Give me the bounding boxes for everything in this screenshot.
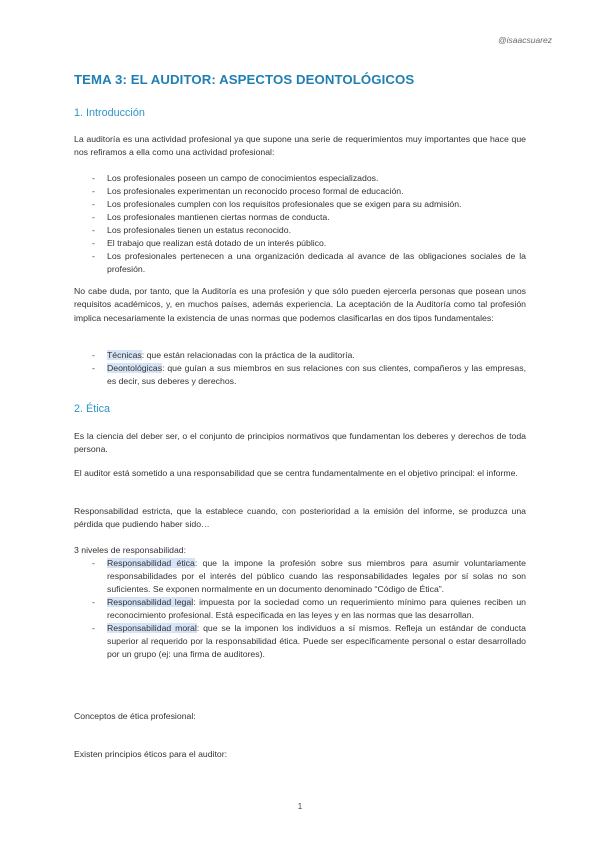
auditor-responsibility-paragraph: El auditor está sometido a una responsabilidad que se centra fundamentalmente en el objetivo principal: el informe. — [74, 468, 518, 478]
ethical-principles-line: Existen principios éticos para el auditor: — [74, 749, 228, 759]
term-description: : que la impone la profesión sobre sus miembros para asumir voluntariamente responsabilidades por el interés del público cuando las responsabilidades legales por sí solas no son suficientes. Se exponen normalmente en un documento denominado “Código de Ética”. — [107, 558, 526, 594]
page-title: TEMA 3: EL AUDITOR: ASPECTOS DEONTOLÓGICOS — [74, 72, 415, 87]
highlighted-term: Responsabilidad ética — [107, 558, 195, 568]
list-item: - El trabajo que realizan está dotado de un interés público. — [92, 237, 526, 250]
page-number: 1 — [297, 802, 303, 811]
highlighted-term: Responsabilidad moral — [107, 623, 197, 633]
list-item: - Los profesionales tienen un estatus reconocido. — [92, 224, 526, 237]
ethics-concepts-line: Conceptos de ética profesional: — [74, 711, 196, 721]
list-item — [92, 349, 526, 362]
term-description: : impuesta por la sociedad como un requerimiento mínimo para quienes reciben un reconocimiento profesional. Está especificada en las leyes y en las normas que las desarrollan. — [107, 597, 527, 620]
auditoria-profession-paragraph: No cabe duda, por tanto, que la Auditoría es una profesión y que sólo pueden ejercerla personas que posean unos requisitos académicos, y, en muchos países, además experiencia. La aceptación de la Auditoría como tal profesión implica necesariamente la existencia de unas normas que podemos clasificarlas en dos tipos fundamentales: — [74, 286, 526, 323]
author-watermark: @isaacsuarez — [498, 35, 552, 45]
term-description: : que guían a sus miembros en sus relaciones con sus clientes, compañeros y las empresas, es decir, sus deberes y derechos. — [107, 363, 526, 386]
responsibility-levels-intro: 3 niveles de responsabilidad: — [74, 545, 187, 555]
highlighted-term: Deontológicas — [107, 363, 163, 373]
list-item: - Los profesionales poseen un campo de conocimientos especializados. — [92, 172, 526, 185]
section-heading-introduccion: 1. Introducción — [74, 107, 145, 119]
profession-characteristics-list — [92, 172, 526, 276]
responsibility-levels-list — [92, 557, 526, 661]
list-item: - Los profesionales mantienen ciertas normas de conducta. — [92, 211, 526, 224]
highlighted-term: Responsabilidad legal — [107, 597, 194, 607]
etica-definition-paragraph: Es la ciencia del deber ser, o el conjunto de principios normativos que fundamentan los deberes y derechos de toda persona. — [74, 431, 526, 455]
list-item: - Los profesionales cumplen con los requisitos profesionales que se exigen para su admisión. — [92, 198, 526, 211]
list-item: - Los profesionales pertenecen a una organización dedicada al avance de las obligaciones sociales de la profesión. — [92, 250, 526, 276]
term-description: : que se la imponen los individuos a sí mismos. Refleja un estándar de conducta superior al requerido por la responsabilidad ética. Puede ser específicamente personal o estar desarrollado por un grupo (ej: una firma de auditores). — [107, 623, 526, 659]
highlighted-term: Técnicas — [107, 350, 142, 360]
list-item — [92, 596, 526, 622]
list-item — [92, 622, 526, 661]
term-description: : que están relacionadas con la práctica de la auditoría. — [141, 350, 355, 360]
norm-types-list — [92, 349, 526, 388]
strict-responsibility-paragraph: Responsabilidad estricta, que la establece cuando, con posterioridad a la emisión del informe, se produzca una pérdida que pudiendo haber sido… — [74, 506, 526, 530]
list-item: - Los profesionales experimentan un reconocido proceso formal de educación. — [92, 185, 526, 198]
section-heading-etica: 2. Ética — [74, 403, 111, 415]
list-item — [92, 362, 526, 388]
list-item — [92, 557, 526, 596]
intro-paragraph: La auditoría es una actividad profesional ya que supone una serie de requerimientos muy importantes que hace que nos refiramos a ella como una actividad profesional: — [74, 134, 526, 158]
